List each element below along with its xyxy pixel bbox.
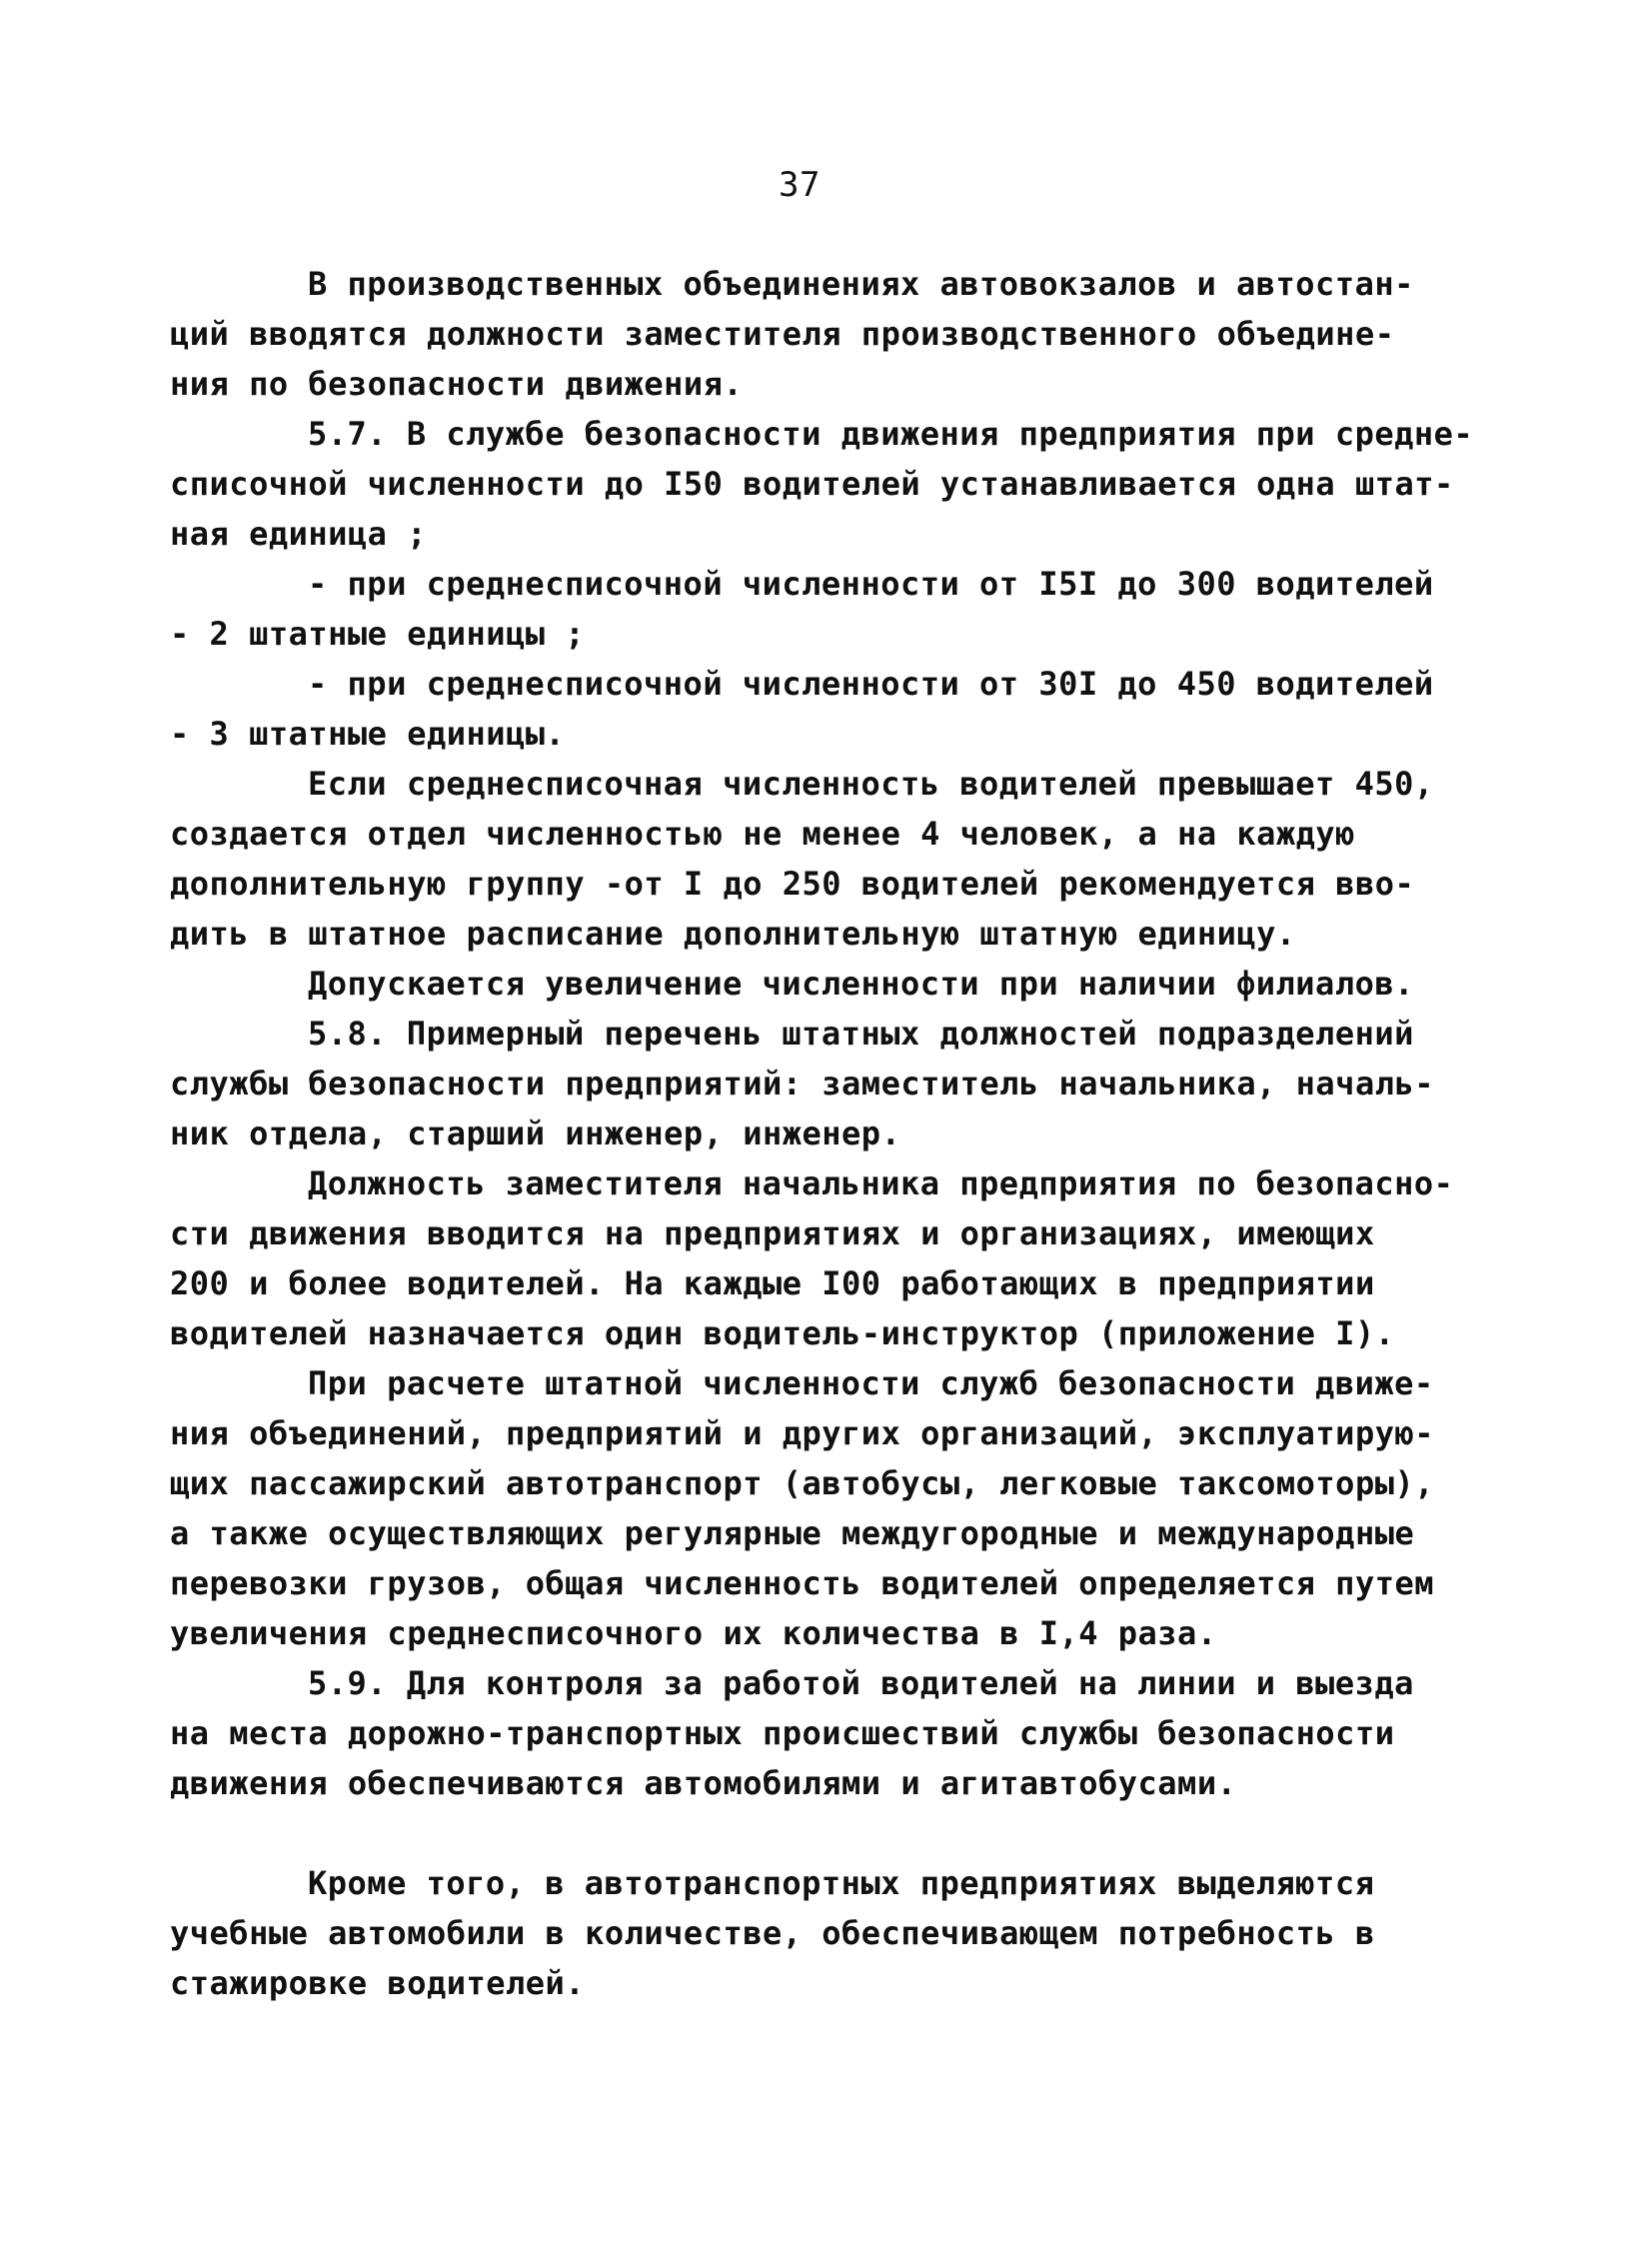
text-line: ций вводятся должности заместителя производственного объедине- — [170, 315, 1395, 353]
text-line: щих пассажирский автотранспорт (автобусы, легковые таксомоторы), — [170, 1464, 1434, 1502]
text-line: водителей назначается один водитель-инструктор (приложение I). — [170, 1314, 1395, 1352]
text-line: перевозки грузов, общая численность водителей определяется путем — [170, 1564, 1434, 1602]
text-line: на места дорожно-транспортных происшествий службы безопасности — [170, 1714, 1395, 1752]
text-line: создается отдел численностью не менее 4 человек, а на каждую — [170, 815, 1355, 853]
text-line: увеличения среднесписочного их количества в I,4 раза. — [170, 1614, 1217, 1652]
page-number: 37 — [779, 165, 821, 205]
text-line: - при среднесписочной численности от I5I до 300 водителей — [308, 565, 1434, 603]
text-line: Кроме того, в автотранспортных предприятиях выделяются — [308, 1864, 1375, 1902]
text-line: Допускается увеличение численности при наличии филиалов. — [308, 965, 1414, 1003]
text-line: В производственных объединениях автовокзалов и автостан- — [308, 265, 1414, 303]
text-line: сти движения вводится на предприятиях и организациях, имеющих — [170, 1214, 1375, 1252]
text-line: - 2 штатные единицы ; — [170, 615, 586, 653]
text-line: дополнительную группу -от I до 250 водителей рекомендуется вво- — [170, 865, 1415, 903]
text-line: дить в штатное расписание дополнительную штатную единицу. — [170, 915, 1296, 953]
text-line: - 3 штатные единицы. — [170, 715, 566, 753]
text-line: При расчете штатной численности служб безопасности движе- — [308, 1364, 1434, 1402]
text-line: ния объединений, предприятий и других организаций, эксплуатирую- — [170, 1414, 1434, 1452]
text-line: ния по безопасности движения. — [170, 365, 744, 403]
text-line: движения обеспечиваются автомобилями и агитавтобусами. — [170, 1764, 1237, 1802]
text-line: Если среднесписочная численность водителей превышает 450, — [308, 765, 1434, 803]
text-line: Должность заместителя начальника предприятия по безопасно- — [308, 1164, 1454, 1202]
text-line: учебные автомобили в количестве, обеспечивающем потребность в — [170, 1914, 1375, 1952]
text-line: а также осуществляющих регулярные междугородные и международные — [170, 1514, 1415, 1552]
text-line: списочной численности до I50 водителей устанавливается одна штат- — [170, 465, 1454, 503]
text-line: 200 и более водителей. На каждые I00 работающих в предприятии — [170, 1264, 1375, 1302]
text-line: ная единица ; — [170, 515, 427, 553]
text-line: ник отдела, старший инженер, инженер. — [170, 1115, 901, 1152]
text-line: службы безопасности предприятий: заместитель начальника, началь- — [170, 1065, 1434, 1103]
text-line: стажировке водителей. — [170, 1964, 586, 2002]
text-line: 5.8. Примерный перечень штатных должностей подразделений — [308, 1015, 1414, 1053]
text-line: 5.7. В службе безопасности движения предприятия при средне- — [308, 415, 1474, 453]
text-line: 5.9. Для контроля за работой водителей на линии и выезда — [308, 1664, 1414, 1702]
text-line: - при среднесписочной численности от 30I до 450 водителей — [308, 665, 1434, 703]
